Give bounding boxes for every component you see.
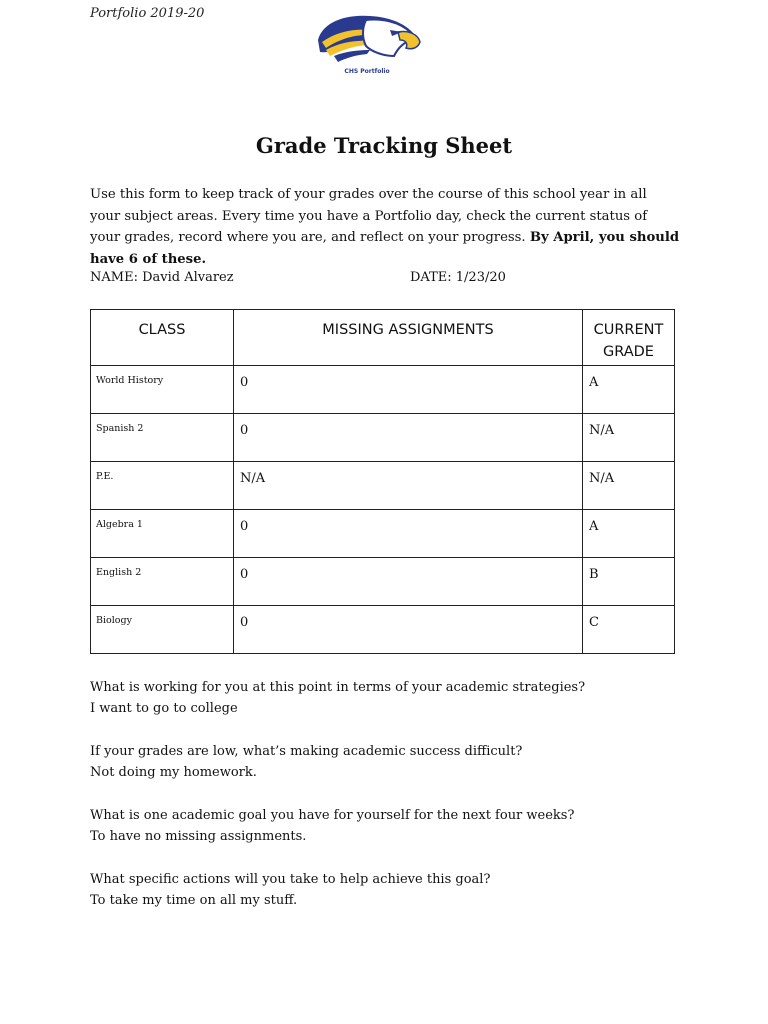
missing-cell: 0 xyxy=(234,366,583,414)
header-grade-line2: GRADE xyxy=(603,344,654,360)
student-name: NAME: David Alvarez xyxy=(90,270,234,285)
reflection-answer: I want to go to college xyxy=(90,701,238,716)
missing-cell: 0 xyxy=(234,606,583,654)
reflection-question: What is working for you at this point in terms of your academic strategies? xyxy=(90,680,586,695)
grade-cell: A xyxy=(583,510,675,558)
class-cell: Biology xyxy=(91,606,234,654)
reflection-block-2 xyxy=(90,741,690,783)
reflection-answer: Not doing my homework. xyxy=(90,765,257,780)
grades-table xyxy=(90,309,675,654)
class-cell: English 2 xyxy=(91,558,234,606)
grade-cell: N/A xyxy=(583,462,675,510)
eagle-logo xyxy=(312,10,422,82)
missing-cell: N/A xyxy=(234,462,583,510)
reflection-answer: To have no missing assignments. xyxy=(90,829,307,844)
header-current-grade xyxy=(583,310,675,366)
header-class: CLASS xyxy=(91,310,234,366)
reflection-block-1 xyxy=(90,677,690,719)
class-cell: P.E. xyxy=(91,462,234,510)
table-row xyxy=(91,510,675,558)
class-cell: Spanish 2 xyxy=(91,414,234,462)
header-grade-line1: CURRENT xyxy=(593,322,664,338)
table-header-row xyxy=(91,310,675,366)
grade-cell: N/A xyxy=(583,414,675,462)
class-cell: World History xyxy=(91,366,234,414)
table-row xyxy=(91,558,675,606)
table-row xyxy=(91,414,675,462)
reflection-question: What specific actions will you take to help achieve this goal? xyxy=(90,872,491,887)
table-row xyxy=(91,462,675,510)
class-cell: Algebra 1 xyxy=(91,510,234,558)
reflection-block-3 xyxy=(90,805,690,847)
sheet-date: DATE: 1/23/20 xyxy=(410,270,506,285)
header-missing-assignments: MISSING ASSIGNMENTS xyxy=(234,310,583,366)
intro-text: Use this form to keep track of your grades over the course of this school year in all your subject areas. Every time you have a Portfolio day, check the current status of your grades, record where you are, and reflect on your progress. xyxy=(90,187,648,245)
missing-cell: 0 xyxy=(234,510,583,558)
intro-paragraph xyxy=(90,184,680,270)
page-title: Grade Tracking Sheet xyxy=(255,133,513,158)
reflection-question: If your grades are low, what’s making academic success difficult? xyxy=(90,744,523,759)
reflection-answer: To take my time on all my stuff. xyxy=(90,893,298,908)
intro-bold-text: By April, you should have 6 of these. xyxy=(90,230,680,267)
grade-cell: C xyxy=(583,606,675,654)
missing-cell: 0 xyxy=(234,558,583,606)
logo-caption: CHS Portfolio xyxy=(344,68,390,75)
grade-cell: B xyxy=(583,558,675,606)
grade-cell: A xyxy=(583,366,675,414)
reflection-question: What is one academic goal you have for yourself for the next four weeks? xyxy=(90,808,575,823)
missing-cell: 0 xyxy=(234,414,583,462)
table-row xyxy=(91,366,675,414)
eagle-head-icon xyxy=(312,10,422,70)
table-row xyxy=(91,606,675,654)
reflection-block-4 xyxy=(90,869,690,911)
portfolio-year-label: Portfolio 2019-20 xyxy=(90,6,205,21)
